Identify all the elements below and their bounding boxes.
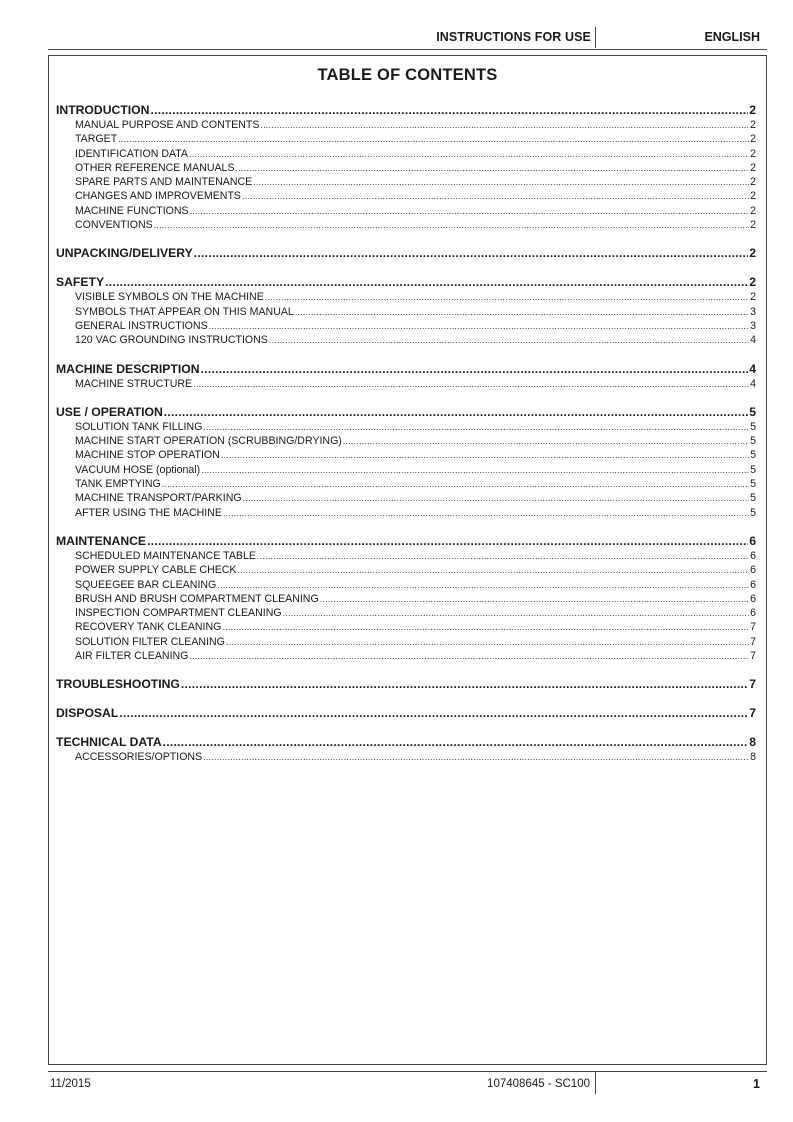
toc-list: [56, 103, 756, 779]
toc-section: [56, 362, 756, 391]
header-divider: [595, 27, 596, 48]
toc-entry-label: RECOVERY TANK CLEANING: [75, 621, 222, 634]
toc-entry[interactable]: [56, 132, 756, 146]
toc-section-heading-page: 6: [749, 533, 756, 548]
dot-leader: [164, 405, 748, 420]
toc-entry-label: SOLUTION TANK FILLING: [75, 420, 203, 433]
toc-entry[interactable]: [56, 592, 756, 606]
toc-section: [56, 534, 756, 663]
toc-section-heading-label: UNPACKING/DELIVERY: [56, 246, 193, 261]
toc-section-heading-label: TROUBLESHOOTING: [56, 677, 180, 692]
toc-entry-label: ACCESSORIES/OPTIONS: [75, 751, 203, 764]
page-header: [48, 27, 767, 50]
toc-entry[interactable]: [56, 175, 756, 189]
toc-section-heading[interactable]: [56, 275, 756, 290]
toc-entry-page: 3: [750, 305, 756, 318]
toc-entry[interactable]: [56, 305, 756, 319]
toc-section-heading[interactable]: [56, 405, 756, 420]
toc-entry-page: 6: [750, 564, 756, 577]
toc-section-heading-label: MACHINE DESCRIPTION: [56, 361, 200, 376]
toc-entry-label: INSPECTION COMPARTMENT CLEANING: [75, 607, 282, 620]
toc-section: [56, 103, 756, 232]
toc-section-heading-page: 2: [749, 275, 756, 290]
dot-leader: [243, 491, 750, 505]
document-title: INSTRUCTIONS FOR USE: [436, 30, 591, 44]
toc-entry[interactable]: [56, 649, 756, 663]
toc-section-heading-label: USE / OPERATION: [56, 404, 163, 419]
dot-leader: [236, 161, 750, 175]
dot-leader: [242, 189, 749, 203]
toc-entry[interactable]: [56, 563, 756, 577]
toc-entry-page: 7: [750, 650, 756, 663]
toc-section-heading-page: 2: [749, 246, 756, 261]
toc-entry-page: 2: [750, 190, 756, 203]
toc-entry-label: AFTER USING THE MACHINE: [75, 506, 222, 519]
toc-entry-page: 5: [750, 506, 756, 519]
toc-entry-label: SOLUTION FILTER CLEANING: [75, 635, 225, 648]
toc-section-heading-page: 2: [749, 103, 756, 117]
toc-section-heading-page: 4: [749, 361, 756, 376]
toc-entry[interactable]: [56, 420, 756, 434]
toc-entry-label: MACHINE STOP OPERATION: [75, 449, 220, 462]
toc-entry-page: 4: [750, 334, 756, 347]
toc-entry-label: BRUSH AND BRUSH COMPARTMENT CLEANING: [75, 592, 319, 605]
toc-entry[interactable]: [56, 549, 756, 563]
dot-leader: [221, 448, 749, 462]
toc-section-heading-label: INTRODUCTION: [56, 103, 150, 117]
toc-entry[interactable]: [56, 189, 756, 203]
dot-leader: [150, 103, 748, 118]
toc-entry-page: 3: [750, 319, 756, 332]
dot-leader: [226, 635, 749, 649]
language-label: ENGLISH: [704, 30, 760, 44]
dot-leader: [193, 377, 749, 391]
toc-entry-page: 2: [750, 204, 756, 217]
toc-entry-page: 2: [750, 133, 756, 146]
dot-leader: [162, 477, 749, 491]
toc-entry-page: 8: [750, 751, 756, 764]
toc-section-heading[interactable]: [56, 103, 756, 118]
toc-section-heading-page: 7: [749, 706, 756, 721]
toc-entry-page: 5: [750, 492, 756, 505]
toc-entry-page: 2: [750, 161, 756, 174]
toc-entry-page: 5: [750, 478, 756, 491]
toc-entry-page: 5: [750, 435, 756, 448]
dot-leader: [203, 420, 749, 434]
toc-entry-page: 6: [750, 549, 756, 562]
toc-entry[interactable]: [56, 333, 756, 347]
toc-entry-label: CONVENTIONS: [75, 219, 153, 232]
toc-entry-label: TANK EMPTYING: [75, 478, 161, 491]
dot-leader: [217, 578, 749, 592]
toc-entry-label: MANUAL PURPOSE AND CONTENTS: [75, 119, 260, 131]
toc-section: [56, 706, 756, 721]
toc-entry[interactable]: [56, 319, 756, 333]
toc-entry[interactable]: [56, 635, 756, 649]
dot-leader: [190, 204, 750, 218]
toc-entry-label: SPARE PARTS AND MAINTENANCE: [75, 176, 253, 189]
dot-leader: [320, 592, 749, 606]
toc-entry[interactable]: [56, 606, 756, 620]
dot-leader: [257, 549, 749, 563]
toc-section-heading-page: 5: [749, 404, 756, 419]
toc-entry-page: 6: [750, 592, 756, 605]
toc-entry-label: AIR FILTER CLEANING: [75, 650, 189, 663]
toc-entry[interactable]: [56, 448, 756, 462]
toc-section-heading[interactable]: [56, 735, 756, 750]
footer-document-number: 107408645 - SC100: [487, 1078, 590, 1090]
dot-leader: [194, 246, 748, 261]
toc-entry-label: VACUUM HOSE (optional): [75, 463, 201, 476]
toc-entry[interactable]: [56, 463, 756, 477]
toc-entry[interactable]: [56, 218, 756, 232]
toc-section: [56, 405, 756, 520]
toc-section: [56, 677, 756, 692]
toc-entry[interactable]: [56, 506, 756, 520]
toc-entry[interactable]: [56, 118, 756, 132]
dot-leader: [154, 218, 749, 232]
toc-entry-label: MACHINE FUNCTIONS: [75, 204, 189, 217]
toc-entry-page: 6: [750, 578, 756, 591]
dot-leader: [189, 649, 749, 663]
toc-entry-page: 5: [750, 449, 756, 462]
toc-section-heading[interactable]: [56, 534, 756, 549]
toc-entry[interactable]: [56, 147, 756, 161]
toc-entry-page: 7: [750, 621, 756, 634]
dot-leader: [295, 305, 749, 319]
toc-entry-page: 5: [750, 420, 756, 433]
toc-section-heading[interactable]: [56, 677, 756, 692]
toc-section-heading[interactable]: [56, 246, 756, 261]
dot-leader: [163, 735, 749, 750]
toc-entry-label: SQUEEGEE BAR CLEANING: [75, 578, 217, 591]
dot-leader: [119, 706, 748, 721]
toc-section: [56, 735, 756, 764]
toc-entry-page: 7: [750, 635, 756, 648]
toc-section-heading-label: SAFETY: [56, 275, 105, 290]
dot-leader: [269, 333, 749, 347]
toc-entry-label: TARGET: [75, 133, 118, 146]
dot-leader: [203, 750, 749, 764]
toc-entry-label: POWER SUPPLY CABLE CHECK: [75, 564, 237, 577]
toc-entry-page: 2: [750, 176, 756, 189]
toc-entry-page: 5: [750, 463, 756, 476]
dot-leader: [147, 534, 748, 549]
footer-page-number: 1: [753, 1077, 760, 1091]
toc-section-heading-label: MAINTENANCE: [56, 533, 147, 548]
toc-entry-label: SCHEDULED MAINTENANCE TABLE: [75, 549, 256, 562]
dot-leader: [209, 319, 749, 333]
dot-leader: [343, 434, 749, 448]
footer-date: 11/2015: [50, 1078, 91, 1090]
toc-frame: [48, 55, 767, 1065]
toc-entry-label: 120 VAC GROUNDING INSTRUCTIONS: [75, 334, 268, 347]
dot-leader: [189, 147, 749, 161]
toc-section-heading[interactable]: [56, 706, 756, 721]
toc-section: [56, 275, 756, 347]
toc-section-heading-page: 7: [749, 677, 756, 692]
toc-entry[interactable]: [56, 377, 756, 391]
toc-entry-label: MACHINE TRANSPORT/PARKING: [75, 492, 242, 505]
toc-entry-label: MACHINE START OPERATION (SCRUBBING/DRYING): [75, 435, 342, 448]
dot-leader: [181, 677, 748, 692]
dot-leader: [105, 275, 748, 290]
toc-entry-page: 6: [750, 607, 756, 620]
toc-section-heading[interactable]: [56, 362, 756, 377]
toc-entry-page: 2: [750, 219, 756, 232]
toc-section: [56, 246, 756, 261]
toc-entry-label: MACHINE STRUCTURE: [75, 377, 193, 390]
dot-leader: [260, 118, 749, 132]
dot-leader: [265, 290, 749, 304]
toc-entry[interactable]: [56, 477, 756, 491]
toc-entry-label: OTHER REFERENCE MANUALS: [75, 161, 235, 174]
toc-entry-label: VISIBLE SYMBOLS ON THE MACHINE: [75, 291, 264, 304]
toc-entry[interactable]: [56, 491, 756, 505]
dot-leader: [253, 175, 749, 189]
toc-section-heading-page: 8: [749, 735, 756, 750]
toc-title: TABLE OF CONTENTS: [317, 66, 498, 84]
toc-entry-page: 2: [750, 119, 756, 131]
toc-entry-page: 2: [750, 147, 756, 160]
toc-entry[interactable]: [56, 750, 756, 764]
toc-entry-page: 4: [750, 377, 756, 390]
dot-leader: [118, 132, 749, 146]
toc-entry[interactable]: [56, 578, 756, 592]
toc-entry-label: SYMBOLS THAT APPEAR ON THIS MANUAL: [75, 305, 294, 318]
dot-leader: [201, 362, 749, 377]
page-footer: [48, 1071, 767, 1095]
toc-section-heading-label: DISPOSAL: [56, 706, 119, 721]
toc-entry[interactable]: [56, 161, 756, 175]
toc-entry[interactable]: [56, 290, 756, 304]
dot-leader: [238, 563, 750, 577]
footer-divider: [595, 1072, 596, 1094]
toc-entry[interactable]: [56, 434, 756, 448]
toc-entry[interactable]: [56, 620, 756, 634]
toc-entry-label: CHANGES AND IMPROVEMENTS: [75, 190, 241, 203]
toc-section-heading-label: TECHNICAL DATA: [56, 735, 162, 750]
dot-leader: [223, 506, 749, 520]
toc-entry-label: IDENTIFICATION DATA: [75, 147, 188, 160]
dot-leader: [201, 463, 749, 477]
toc-entry-page: 2: [750, 291, 756, 304]
dot-leader: [222, 620, 749, 634]
toc-entry-label: GENERAL INSTRUCTIONS: [75, 319, 208, 332]
dot-leader: [283, 606, 749, 620]
toc-entry[interactable]: [56, 204, 756, 218]
